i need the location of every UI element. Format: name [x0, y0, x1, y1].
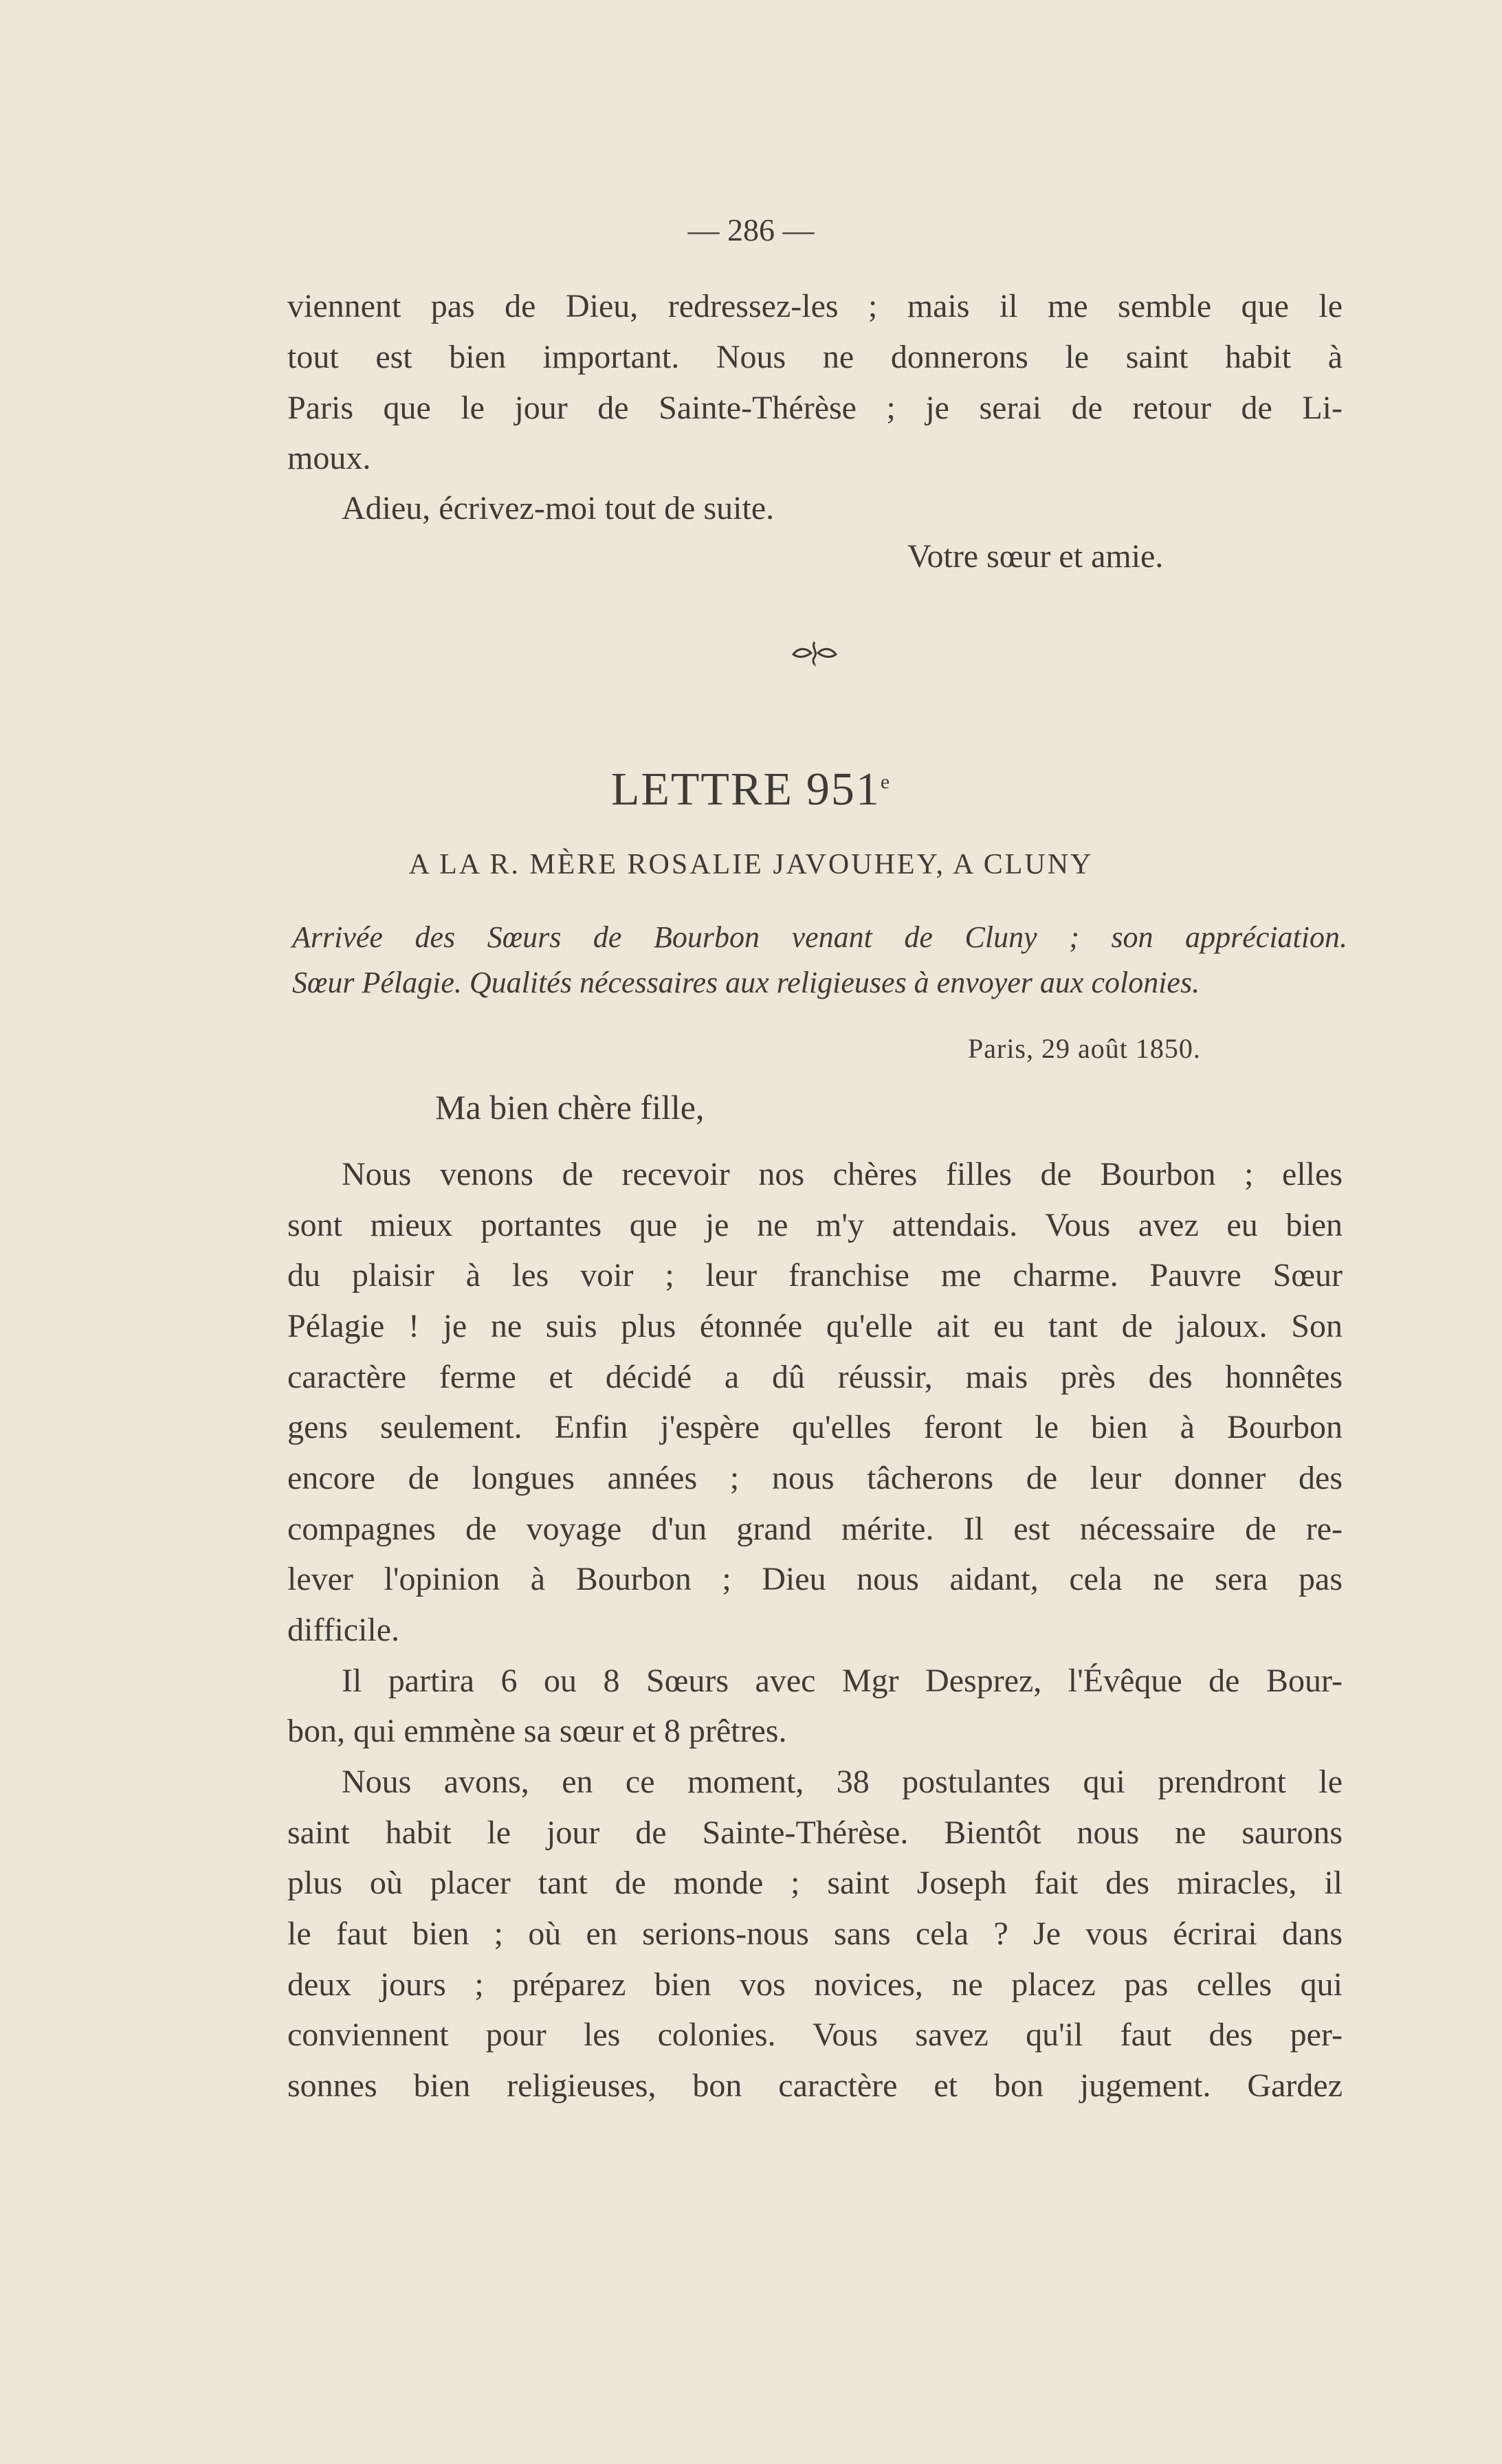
text-line: caractère ferme et décidé a dû réussir, mais près des honnêtes — [287, 1359, 1343, 1395]
text-line: compagnes de voyage d'un grand mérite. Il est nécessaire de re- — [287, 1511, 1343, 1547]
text-line: deux jours ; préparez bien vos novices, ne placez pas celles qui — [287, 1966, 1343, 2003]
text-line: Nous venons de recevoir nos chères filles de Bourbon ; elles — [342, 1156, 1343, 1192]
text-line: du plaisir à les voir ; leur franchise me charme. Pauvre Sœur — [287, 1257, 1343, 1294]
page-number: — 286 — — [687, 212, 815, 247]
text-line: bon, qui emmène sa sœur et 8 prêtres. — [287, 1713, 787, 1749]
summary-line: Arrivée des Sœurs de Bourbon venant de Cluny ; son appréciation. — [292, 920, 1347, 954]
text-line: viennent pas de Dieu, redressez-les ; mais il me semble que le — [287, 288, 1343, 324]
letter-recipient: A LA R. MÈRE ROSALIE JAVOUHEY, A CLUNY — [408, 849, 1094, 880]
salutation: Ma bien chère fille, — [435, 1088, 705, 1126]
letter-title — [0, 755, 1502, 817]
text-line: sonnes bien religieuses, bon caractère et bon jugement. Gardez — [287, 2067, 1343, 2104]
text-line: tout est bien important. Nous ne donnerons le saint habit à — [287, 339, 1343, 375]
text-line: conviennent pour les colonies. Vous savez qu'il faut des per- — [287, 2017, 1343, 2053]
closing-line: Adieu, écrivez-moi tout de suite. — [342, 490, 775, 526]
text-line: encore de longues années ; nous tâcherons de leur donner des — [287, 1460, 1343, 1496]
text-line: Pélagie ! je ne suis plus étonnée qu'elle ait eu tant de jaloux. Son — [287, 1308, 1343, 1344]
text-line: le faut bien ; où en serions-nous sans cela ? Je vous écrirai dans — [287, 1916, 1343, 1952]
signature: Votre sœur et amie. — [907, 538, 1164, 575]
summary-line: Sœur Pélagie. Qualités nécessaires aux religieuses à envoyer aux colonies. — [292, 966, 1200, 999]
text-line: difficile. — [287, 1612, 400, 1648]
text-line: saint habit le jour de Sainte-Thérèse. Bientôt nous ne saurons — [287, 1814, 1343, 1851]
text-line: moux. — [287, 440, 371, 476]
text-line: Il partira 6 ou 8 Sœurs avec Mgr Desprez, l'Évêque de Bour- — [342, 1663, 1343, 1699]
text-line: plus où placer tant de monde ; saint Joseph fait des miracles, il — [287, 1865, 1343, 1901]
letter-title-suffix: e — [880, 770, 892, 793]
text-line: gens seulement. Enfin j'espère qu'elles feront le bien à Bourbon — [287, 1409, 1343, 1445]
fleuron-ornament-icon — [791, 639, 839, 667]
place-date: Paris, 29 août 1850. — [968, 1033, 1201, 1064]
text-line: sont mieux portantes que je ne m'y attendais. Vous avez eu bien — [287, 1207, 1343, 1243]
text-line: Nous avons, en ce moment, 38 postulantes qui prendront le — [342, 1764, 1343, 1800]
letter-title-text: LETTRE 951 — [610, 762, 881, 815]
text-line: Paris que le jour de Sainte-Thérèse ; je serai de retour de Li- — [287, 390, 1343, 426]
text-line: lever l'opinion à Bourbon ; Dieu nous aidant, cela ne sera pas — [287, 1561, 1343, 1597]
